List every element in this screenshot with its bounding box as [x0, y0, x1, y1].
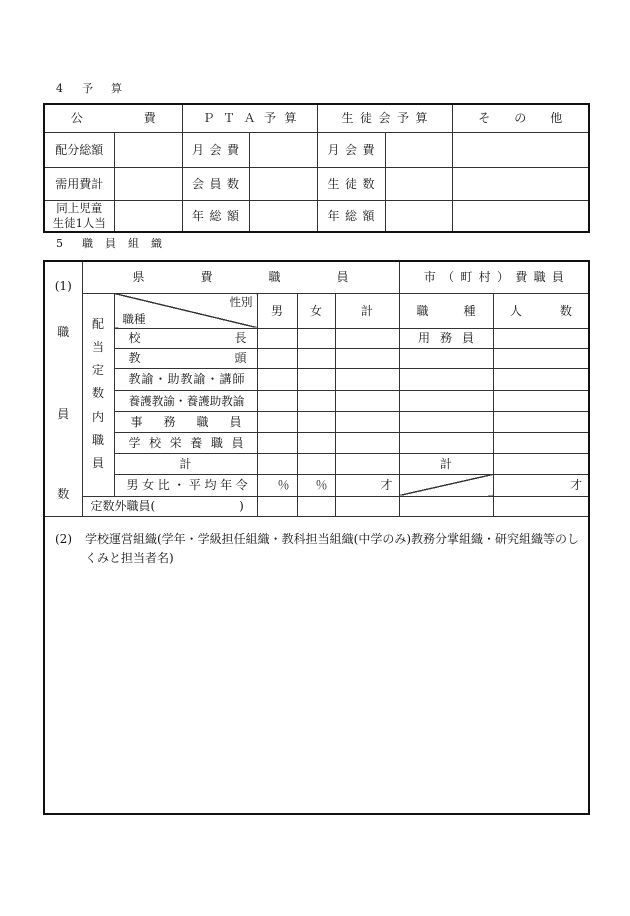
student-council-label-annual-total [317, 200, 385, 232]
section5-title: 職員組織 [82, 237, 174, 250]
staff-count-side-column [44, 261, 82, 516]
pta-monthly-fee-value [249, 132, 317, 167]
position-teachers [114, 368, 257, 390]
side-label-char-1: 職 [57, 325, 70, 339]
school-management-organization-box [44, 516, 589, 814]
muni-row5-position-cell [399, 411, 493, 432]
teachers-male-cell [257, 368, 297, 390]
position-clerical-staff [114, 411, 263, 432]
muni-average-age-unit: 才 [570, 478, 583, 492]
muni-position-janitor [399, 328, 493, 348]
total-total-cell [335, 453, 399, 474]
position-principal [114, 328, 341, 348]
teachers-total-cell [335, 368, 399, 390]
position-teachers-text: 教諭・助教諭・講師 [128, 372, 246, 386]
position-header-text: 職種 [122, 312, 146, 326]
header-public-funds-text: 公費 [70, 111, 217, 126]
nutrition-staff-total-cell [335, 432, 399, 453]
extra-staff-total-cell [335, 496, 399, 516]
col-male-header-text: 男 [270, 303, 283, 318]
student-council-label-student-count-text: 生徒数 [327, 176, 381, 191]
row-label-allocation-total-text: 配分総額 [55, 142, 104, 157]
female-ratio-cell [297, 474, 335, 496]
muni-ratio-diagonal-cell [399, 474, 493, 496]
section5-number: 5 [56, 237, 63, 250]
principal-total-cell [335, 328, 399, 348]
part1-marker: (1) [54, 279, 72, 293]
col-male-header [257, 293, 297, 328]
row-label-per-student [44, 200, 114, 232]
other-row1-value [452, 132, 589, 167]
muni-row4-count-cell [493, 390, 589, 411]
muni-row5-count-cell [493, 411, 589, 432]
row-label-expense-total [44, 167, 114, 200]
male-ratio-cell [257, 474, 297, 496]
pta-label-monthly-fee-text: 月会費 [192, 142, 245, 157]
muni-position-janitor-text: 用務員 [418, 331, 485, 345]
extra-staff-label-text: 定数外職員( ) [90, 499, 244, 513]
section4-number: 4 [56, 82, 63, 95]
within-quota-staff-column [82, 293, 114, 496]
muni-col-position-header [399, 293, 511, 328]
total-female-cell [297, 453, 335, 474]
pta-member-count-value [249, 167, 317, 200]
student-council-label-monthly-fee [317, 132, 385, 167]
header-other [452, 104, 589, 132]
gender-position-header-cell [114, 293, 257, 328]
position-vice-principal-text: 教頭 [128, 351, 341, 365]
position-vice-principal [114, 348, 341, 368]
public-funds-per-student-value [114, 200, 182, 232]
header-public-funds [44, 104, 217, 132]
header-other-text: その他 [478, 111, 587, 126]
staff-organization-table [43, 260, 610, 815]
clerical-staff-female-cell [297, 411, 335, 432]
average-age-cell [335, 474, 399, 496]
col-female-header-text: 女 [309, 303, 322, 318]
col-total-header-text: 計 [361, 303, 374, 318]
col-total-header [335, 293, 399, 328]
header-pta-budget-text: ＰＴＡ予算 [202, 111, 306, 126]
pta-label-annual-total [182, 200, 249, 232]
row-label-per-student-line1: 同上児童 [56, 200, 103, 215]
nutrition-staff-female-cell [297, 432, 335, 453]
row-label-per-student-line2: 生徒1人当 [52, 215, 106, 230]
student-council-label-monthly-fee-text: 月会費 [327, 142, 381, 157]
header-pta-budget [182, 104, 317, 132]
side-label-char-3: 数 [57, 487, 70, 501]
prefectural-staff-header [82, 261, 405, 293]
male-percent-sign: ％ [277, 478, 290, 492]
muni-col-count-header-text: 人数 [509, 303, 610, 318]
col-female-header [297, 293, 335, 328]
prefectural-staff-header-text: 県費職員 [132, 270, 405, 285]
nurse-teachers-male-cell [257, 390, 297, 411]
muni-row6-count-cell [493, 432, 589, 453]
position-nurse-teachers-text: 養護教諭・養護助教諭 [128, 393, 245, 408]
within-quota-staff-label: 配当定数内職員 [91, 316, 104, 471]
other-row2-value [452, 167, 589, 200]
muni-total-label [399, 453, 493, 474]
position-nutrition-staff-text: 学校栄養職員 [128, 435, 253, 450]
nutrition-staff-male-cell [257, 432, 297, 453]
clerical-staff-male-cell [257, 411, 297, 432]
muni-total-label-text: 計 [440, 456, 453, 471]
student-council-student-count-value [385, 167, 452, 200]
side-label-char-2: 員 [57, 407, 70, 421]
muni-janitor-count-cell [493, 328, 589, 348]
row-label-expense-total-text: 需用費計 [55, 176, 104, 191]
muni-col-position-header-text: 職種 [416, 303, 511, 318]
muni-row2-count-cell [493, 348, 589, 368]
student-council-label-student-count [317, 167, 385, 200]
pta-label-monthly-fee [182, 132, 249, 167]
nurse-teachers-female-cell [297, 390, 335, 411]
public-funds-allocation-total-value [114, 132, 182, 167]
part2-text-line2: くみと担当者名) [85, 550, 174, 565]
prefectural-total-label-text: 計 [179, 456, 192, 471]
section5-heading [56, 237, 174, 250]
total-male-cell [257, 453, 297, 474]
position-nutrition-staff [114, 432, 257, 453]
extra-staff-label [82, 496, 257, 516]
female-percent-sign: ％ [315, 478, 328, 492]
position-principal-text: 校長 [128, 331, 341, 345]
gender-ratio-average-age-label [114, 474, 257, 496]
section4-heading [56, 82, 140, 95]
other-row3-value [452, 200, 589, 232]
muni-row6-position-cell [399, 432, 493, 453]
muni-total-count-cell [493, 453, 589, 474]
header-student-council-budget-text: 生徒会予算 [341, 111, 435, 126]
student-council-annual-total-value [385, 200, 452, 232]
muni-row2-position-cell [399, 348, 493, 368]
pta-label-member-count [182, 167, 249, 200]
part2-marker: (2) [55, 531, 72, 546]
part2-text-line1: 学校運営組織(学年・学級担任組織・教科担当組織(中学のみ)教務分掌組織・研究組織等のし [85, 531, 580, 546]
budget-table [43, 103, 590, 233]
pta-label-annual-total-text: 年総額 [192, 208, 245, 223]
position-nurse-teachers [114, 390, 257, 411]
section4-title: 予算 [82, 82, 140, 95]
header-student-council-budget [317, 104, 452, 132]
prefectural-total-label [114, 453, 257, 474]
extra-staff-female-cell [297, 496, 335, 516]
student-council-label-annual-total-text: 年総額 [327, 208, 381, 223]
gender-ratio-average-age-text: 男女比・平均年令 [126, 478, 252, 492]
student-council-monthly-fee-value [385, 132, 452, 167]
municipal-staff-header [399, 261, 589, 293]
pta-label-member-count-text: 会員数 [192, 176, 245, 191]
muni-average-age-cell [493, 474, 589, 496]
nurse-teachers-total-cell [335, 390, 399, 411]
extra-staff-male-cell [257, 496, 297, 516]
teachers-female-cell [297, 368, 335, 390]
extra-muni-position-cell [399, 496, 493, 516]
municipal-staff-header-text: 市（町村）費職員 [423, 270, 571, 285]
row-label-allocation-total [44, 132, 114, 167]
average-age-unit: 才 [380, 478, 393, 492]
clerical-staff-total-cell [335, 411, 399, 432]
public-funds-expense-total-value [114, 167, 182, 200]
extra-muni-count-cell [493, 496, 589, 516]
vice-principal-total-cell [335, 348, 399, 368]
muni-row4-position-cell [399, 390, 493, 411]
muni-row3-position-cell [399, 368, 493, 390]
gender-header-text: 性別 [229, 295, 253, 309]
pta-annual-total-value [249, 200, 317, 232]
muni-row3-count-cell [493, 368, 589, 390]
position-clerical-staff-text: 事務職員 [130, 414, 263, 429]
